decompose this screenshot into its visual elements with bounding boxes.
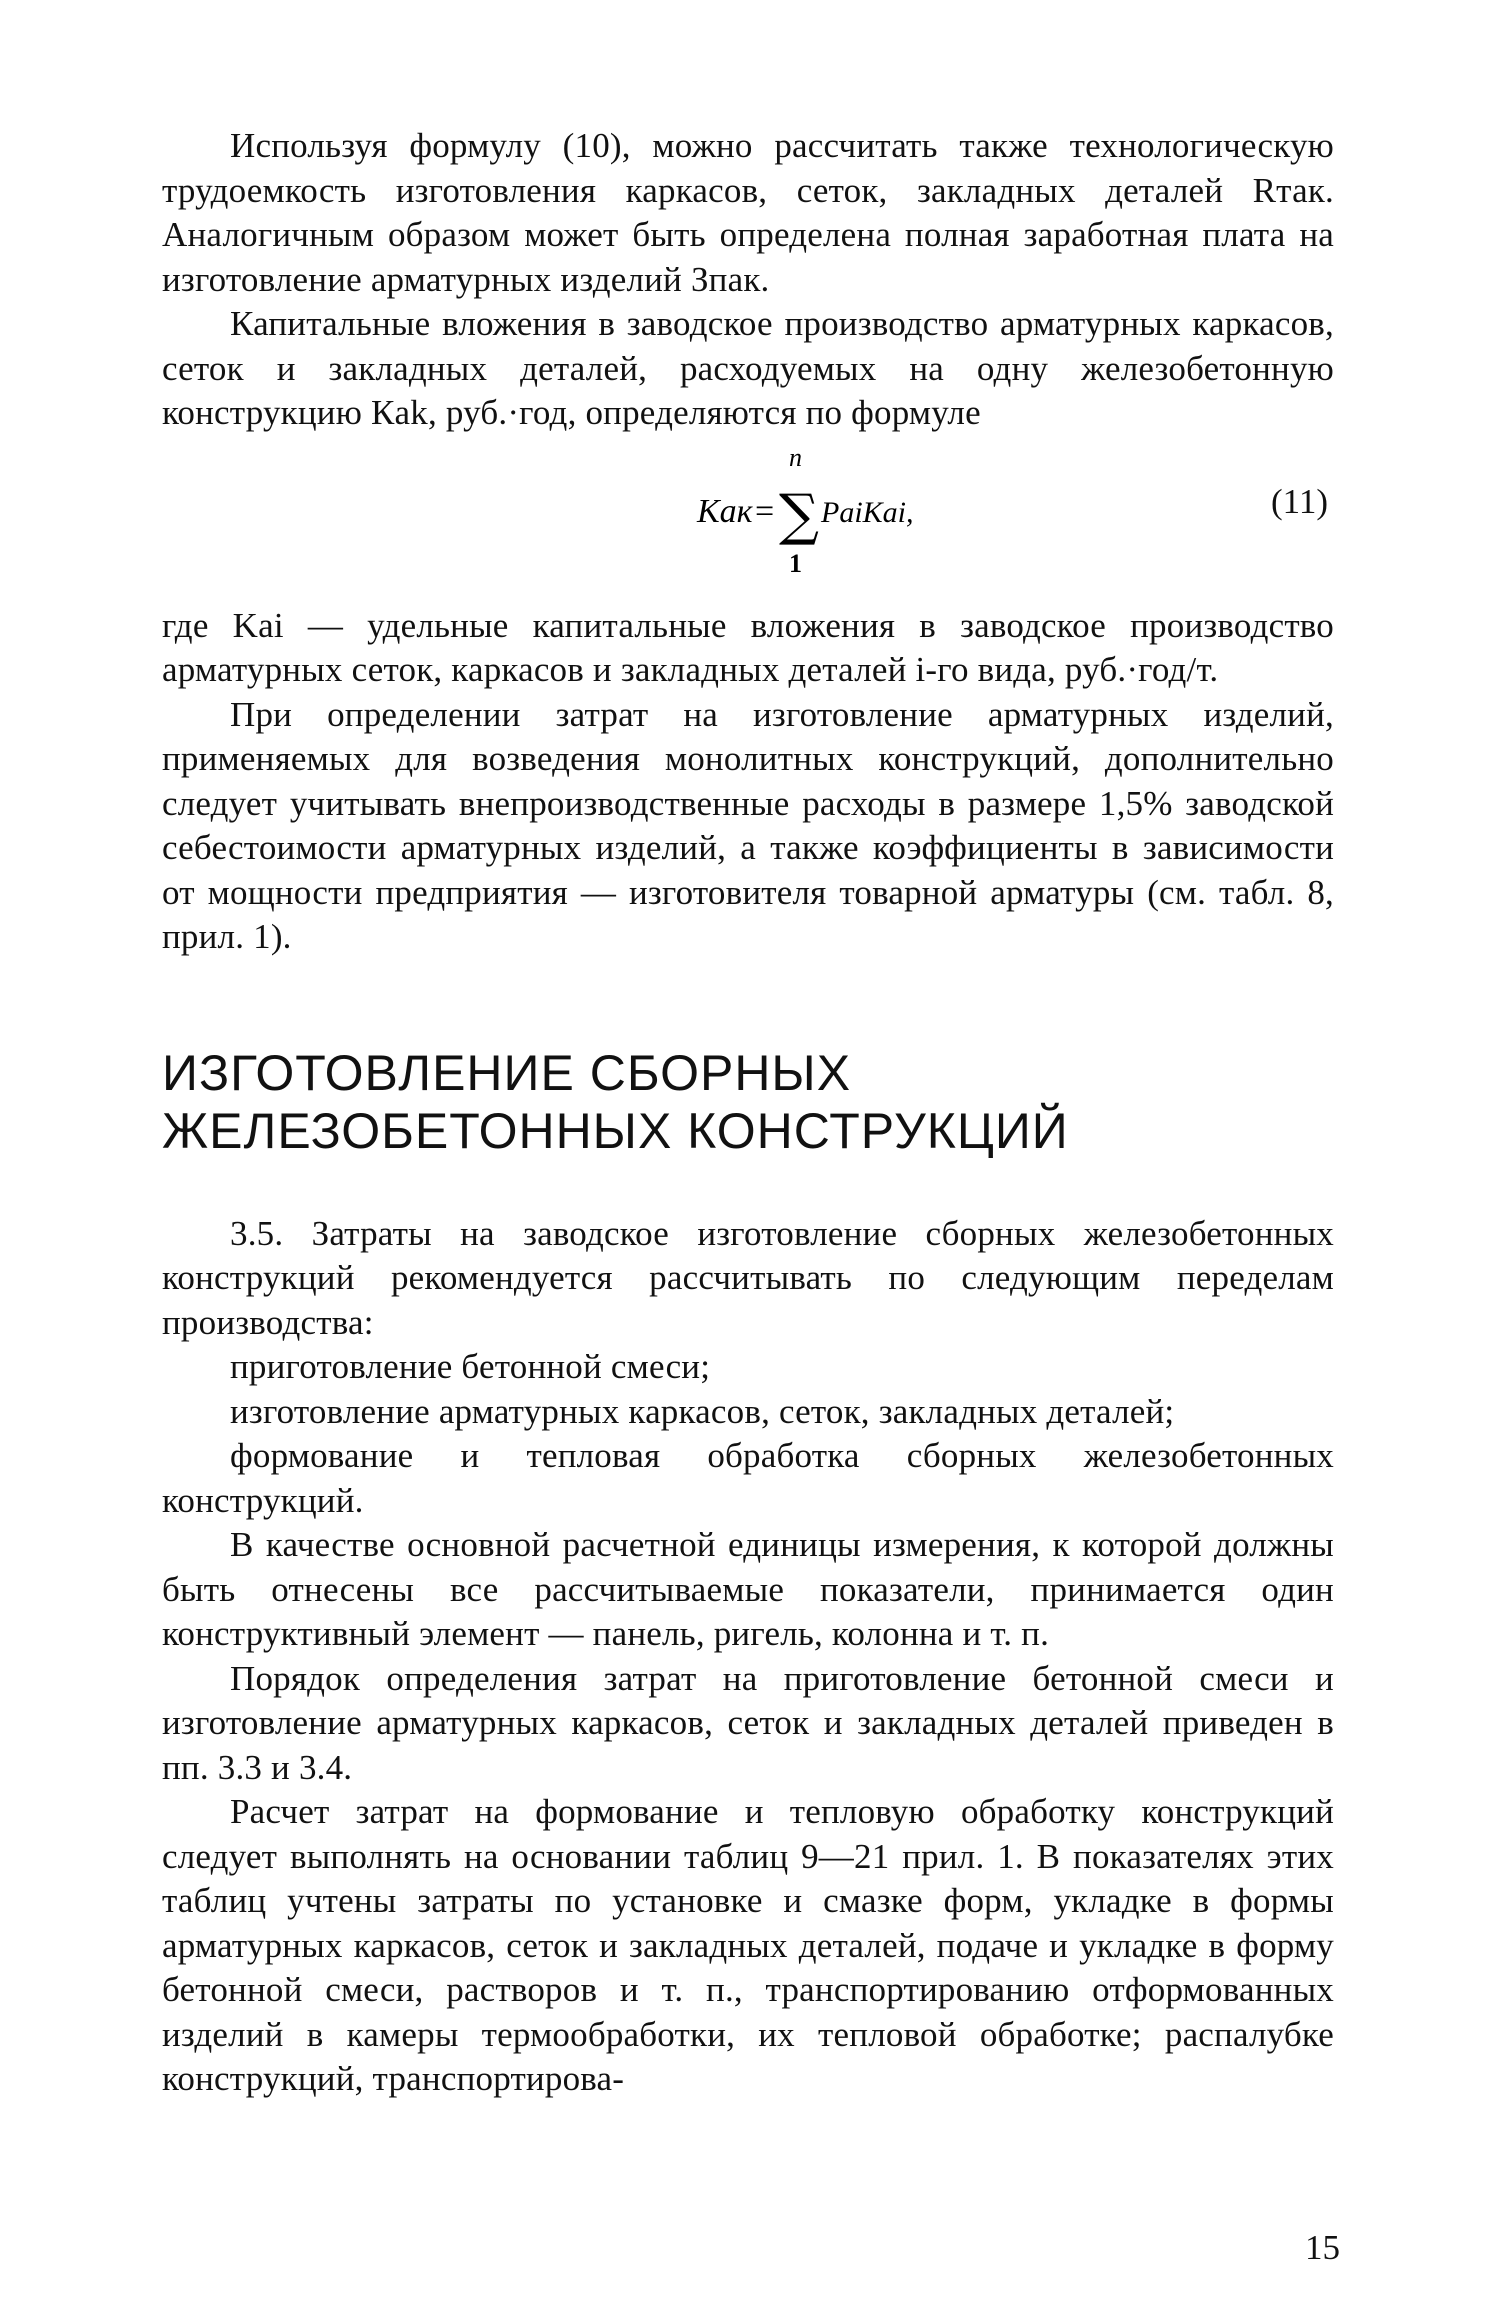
formula-sum-lower: 1	[789, 548, 802, 578]
formula-sum-upper: n	[789, 442, 802, 472]
section-body	[162, 1212, 1334, 2102]
formula-number: (11)	[1270, 481, 1328, 521]
paragraph-forming-costs: Расчет затрат на формование и тепловую обработку конструкций следует выполнять на основании таблиц 9—21 прил. 1. В показателях этих таблиц учтены затраты по установке и смазке форм, укладке в формы арматурных каркасов, сеток и закладных деталей, подаче и укладке в форму бетонной смеси, растворов и т. п., транспортированию отформованных изделий в камеры термообработки, их тепловой обработке; распалубке конструкций, транспортирова-	[162, 1792, 1334, 2098]
paragraph-formula-10: Используя формулу (10), можно рассчитать также технологическую трудоемкость изготовления каркасов, сеток, закладных деталей Rтак. Аналогичным образом может быть определена полная заработная плата на изготовление арматурных изделий Зпак.	[162, 126, 1334, 299]
formula-sum-symbol: ∑	[779, 482, 819, 548]
list-item-concrete-mix: приготовление бетонной смеси;	[230, 1347, 711, 1386]
section-heading-line2: ЖЕЛЕЗОБЕТОННЫХ КОНСТРУКЦИЙ	[162, 1102, 1069, 1159]
paragraph-procedure: Порядок определения затрат на приготовление бетонной смеси и изготовление арматурных каркасов, сеток и закладных деталей приведен в пп. 3.3 и 3.4.	[162, 1658, 1334, 1787]
section-heading	[162, 1044, 1334, 1160]
formula-equals: =	[755, 492, 775, 530]
formula-rhs: PaiKai,	[821, 495, 914, 529]
paragraph-3-5: 3.5. Затраты на заводское изготовление сборных железобетонных конструкций рекомендуется рассчитывать по следующим переделам производства:	[162, 1213, 1334, 1342]
section-heading-line1: ИЗГОТОВЛЕНИЕ СБОРНЫХ	[162, 1044, 852, 1101]
page-content	[162, 124, 1334, 2102]
paragraph-where: где Kai — удельные капитальные вложения в заводское производство арматурных сеток, каркасов и закладных деталей i-го вида, руб.·год/т.	[162, 605, 1334, 689]
formula-11	[162, 442, 1334, 604]
list-item-reinforcement: изготовление арматурных каркасов, сеток, закладных деталей;	[230, 1391, 1175, 1431]
formula-expression	[697, 442, 914, 592]
list-item-forming: формование и тепловая обработка сборных железобетонных конструкций.	[162, 1436, 1334, 1520]
formula-lhs: Kак	[697, 492, 753, 530]
paragraph-capital-investment: Капитальные вложения в заводское производство арматурных каркасов, сеток и закладных деталей, расходуемых на одну железобетонную конструкцию Кak, руб.·год, определяются по формуле	[162, 304, 1334, 432]
paragraph-unit-of-measure: В качестве основной расчетной единицы измерения, к которой должны быть отнесены все рассчитываемые показатели, принимается один конструктивный элемент — панель, ригель, колонна и т. п.	[162, 1525, 1334, 1653]
page-number: 15	[1305, 2228, 1340, 2267]
paragraph-monolithic: При определении затрат на изготовление арматурных изделий, применяемых для возведения монолитных конструкций, дополнительно следует учитывать внепроизводственные расходы в размере 1,5% заводской себестоимости арматурных изделий, а также коэффициенты в зависимости от мощности предприятия — изготовителя товарной арматуры (см. табл. 8, прил. 1).	[162, 694, 1334, 956]
